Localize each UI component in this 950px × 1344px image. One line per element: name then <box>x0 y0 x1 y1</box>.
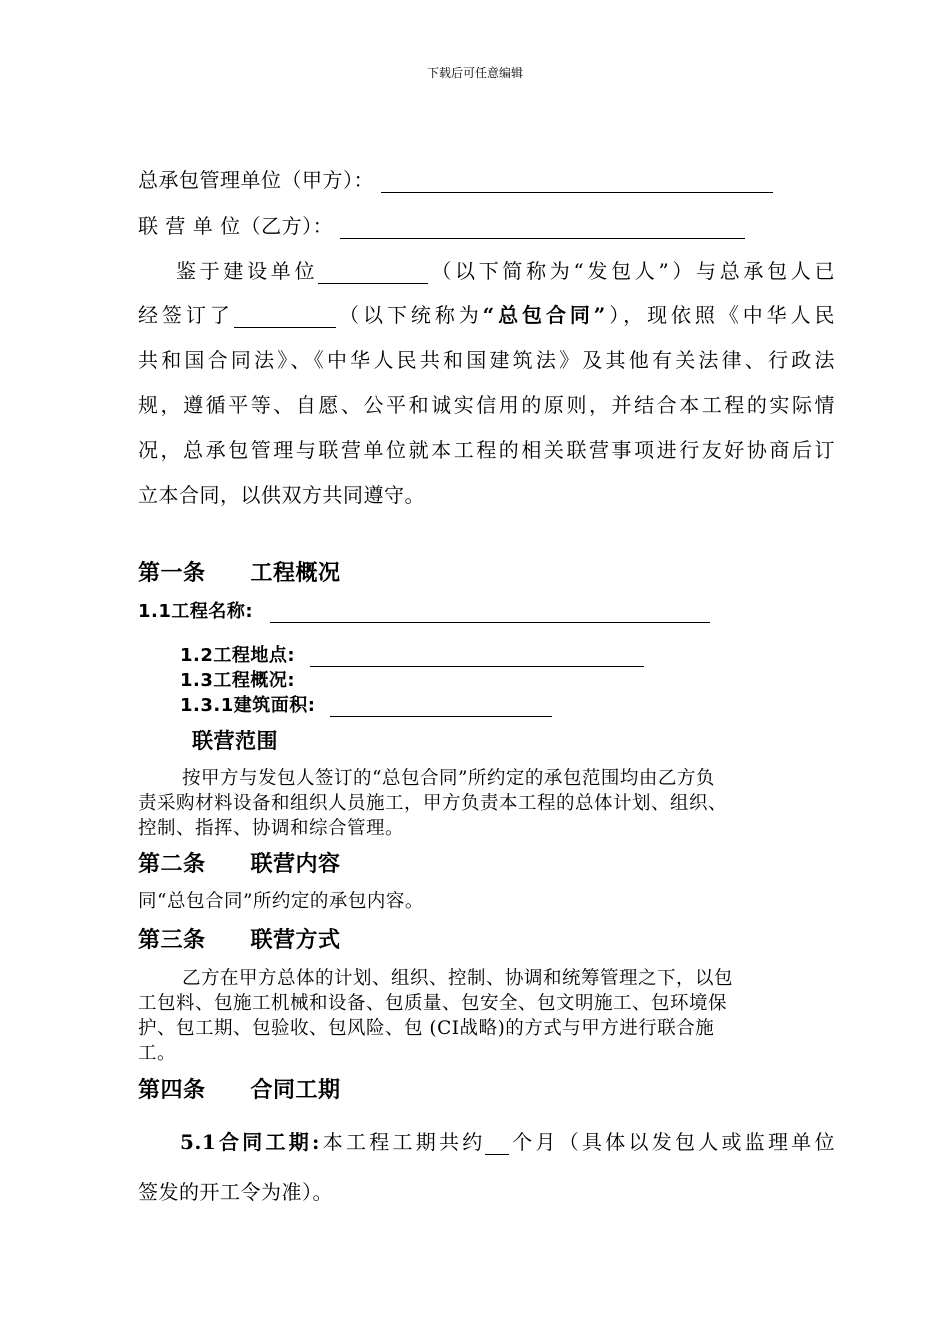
project-site-label: 1.2工程地点: <box>180 645 296 666</box>
article-2-text: 同“总包合同”所约定的承包内容。 <box>138 891 424 912</box>
project-overview-label: 1.3工程概况: <box>180 670 296 691</box>
article-3-title: 第三条 联营方式 <box>138 928 341 953</box>
project-site-row <box>180 641 644 667</box>
project-site-blank[interactable] <box>310 646 644 667</box>
duration-l1-a: 本工程工期共约 <box>319 1130 486 1154</box>
mode-line-1: 乙方在甲方总体的计划、组织、控制、协调和统筹管理之下，以包 <box>182 968 734 989</box>
project-name-blank[interactable] <box>270 602 710 623</box>
duration-line-2: 签发的开工令为准）。 <box>138 1180 333 1204</box>
party-b-label: 联 营 单 位（乙方）： <box>138 214 334 238</box>
intro-l2-a: 经签订了 <box>138 303 234 327</box>
duration-label: 5.1合同工期: <box>180 1130 320 1154</box>
building-area-blank[interactable] <box>330 696 552 717</box>
scope-line-1: 按甲方与发包人签订的“总包合同”所约定的承包范围均由乙方负 <box>182 768 715 789</box>
intro-l1-b: （以下简称为“发包人”）与总承包人已 <box>428 259 835 283</box>
party-a-row <box>138 164 773 193</box>
intro-l2-bold: “总包合同” <box>482 303 606 327</box>
page-header: 下载后可任意编辑 <box>426 66 523 80</box>
mode-line-4: 工。 <box>138 1043 177 1064</box>
intro-l2-b: （以下统称为 <box>335 303 483 327</box>
intro-line-5: 况，总承包管理与联营单位就本工程的相关联营事项进行友好协商后订 <box>138 438 835 462</box>
duration-l1-b: 个月（具体以发包人或监理单位 <box>509 1130 836 1154</box>
months-blank[interactable] <box>485 1134 509 1155</box>
building-area-row <box>180 691 552 717</box>
intro-line-3: 共和国合同法》、《中华人民共和国建筑法》及其他有关法律、行政法 <box>138 348 835 372</box>
joint-scope-title: 联营范围 <box>192 729 278 753</box>
scope-line-2: 责采购材料设备和组织人员施工，甲方负责本工程的总体计划、组织、 <box>138 793 728 814</box>
article-2-title: 第二条 联营内容 <box>138 852 341 877</box>
party-a-blank[interactable] <box>381 170 773 193</box>
project-name-row <box>138 597 710 623</box>
intro-l1-a: 鉴于建设单位 <box>176 259 319 283</box>
mode-line-3: 护、包工期、包验收、包风险、包 (CI战略)的方式与甲方进行联合施 <box>138 1018 715 1039</box>
intro-line-2 <box>138 299 835 328</box>
party-a-label: 总承包管理单位（甲方）： <box>138 168 374 192</box>
building-area-label: 1.3.1建筑面积: <box>180 695 316 716</box>
developer-blank[interactable] <box>318 263 428 284</box>
mode-line-2: 工包料、包施工机械和设备、包质量、包安全、包文明施工、包环境保 <box>138 993 728 1014</box>
intro-line-6: 立本合同，以供双方共同遵守。 <box>138 483 425 507</box>
contract-blank[interactable] <box>234 307 336 328</box>
scope-line-3: 控制、指挥、协调和综合管理。 <box>138 818 405 839</box>
intro-line-1 <box>138 255 835 284</box>
party-b-blank[interactable] <box>340 216 745 239</box>
article-1-title: 第一条 工程概况 <box>138 561 341 586</box>
duration-line-1 <box>138 1126 835 1155</box>
intro-l2-c: ），现依照《中华人民 <box>605 303 836 327</box>
party-b-row <box>138 210 745 239</box>
article-4-title: 第四条 合同工期 <box>138 1078 341 1103</box>
intro-line-4: 规，遵循平等、自愿、公平和诚实信用的原则，并结合本工程的实际情 <box>138 393 835 417</box>
project-name-label: 1.1工程名称: <box>138 601 254 622</box>
